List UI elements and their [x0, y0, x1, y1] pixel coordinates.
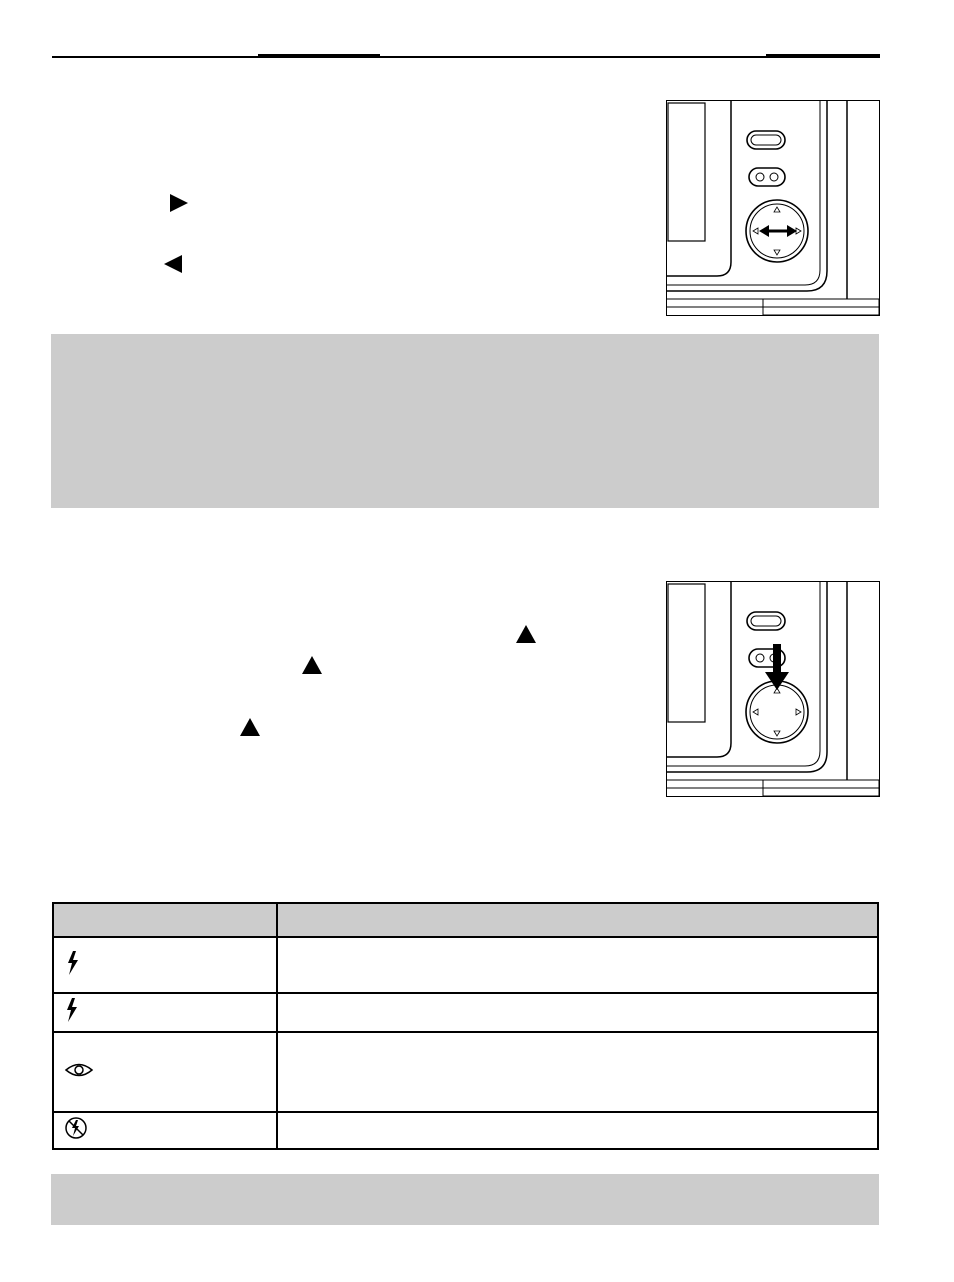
table-header-cell: [277, 903, 878, 937]
table-cell: [277, 1032, 878, 1112]
note-panel: [51, 1174, 879, 1225]
camera-dpad-up-illustration: [666, 581, 880, 797]
table-cell: [277, 937, 878, 993]
table-header-row: [53, 903, 878, 937]
flash-mode-table: [52, 902, 879, 1150]
up-triangle-icon: [301, 655, 323, 675]
table-cell: [53, 1112, 277, 1149]
table-row: [53, 937, 878, 993]
right-triangle-icon: [168, 193, 190, 213]
table-header-cell: [53, 903, 277, 937]
flash-auto-icon: [64, 950, 82, 976]
camera-dpad-left-right-illustration: [666, 100, 880, 316]
header-rule: [52, 56, 880, 58]
red-eye-icon: [64, 1061, 94, 1079]
header-rule-accent-right: [766, 54, 880, 56]
up-triangle-icon: [515, 624, 537, 644]
table-row: [53, 993, 878, 1032]
table-cell: [277, 1112, 878, 1149]
header-rule-accent: [258, 54, 380, 56]
flash-on-icon: [64, 997, 80, 1023]
table-cell: [53, 1032, 277, 1112]
note-panel: [51, 334, 879, 508]
up-triangle-icon: [239, 717, 261, 737]
left-triangle-icon: [162, 254, 184, 274]
table-cell: [277, 993, 878, 1032]
table-row: [53, 1032, 878, 1112]
table-row: [53, 1112, 878, 1149]
flash-off-icon: [64, 1116, 88, 1140]
table-cell: [53, 937, 277, 993]
table-cell: [53, 993, 277, 1032]
